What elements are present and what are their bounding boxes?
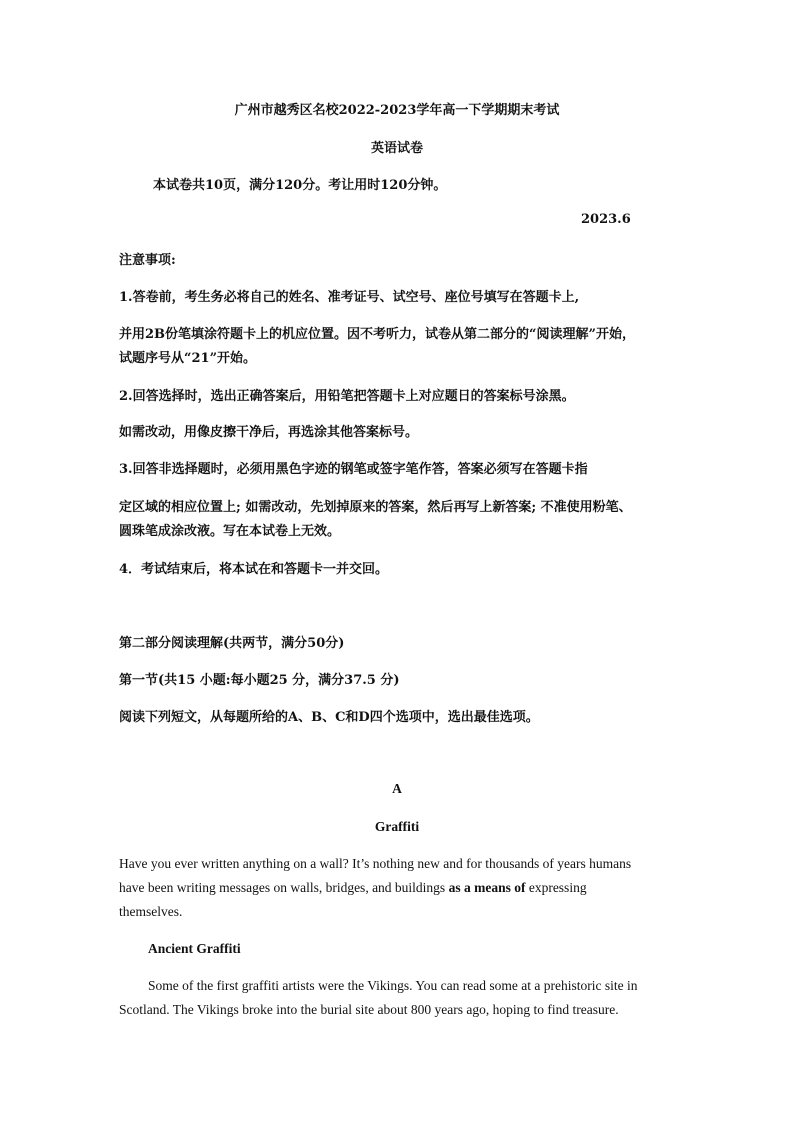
exam-date: 2023.6 [581,212,631,227]
notice-item-1-line-2: 并用2B份笔填涂符题卡上的机应位置。因不考听力，试卷从第二部分的“阅读理解”开始， [119,327,635,342]
notice-item-1-line-1: 1.答卷前，考生务必将自己的姓名、准考证号、试空号、座位号填写在答题卡上, [119,290,580,305]
passage-text: have been writing messages on walls, bridges, and buildings [119,880,449,895]
notice-item-3-line-1: 3.回答非选择题时，必须用黑色字迹的钢笔或签字笔作答，答案必须写在答题卡指 [119,462,588,477]
notice-item-3-line-3: 圆珠笔成涂改液。写在本试卷上无效。 [119,524,341,539]
section-subtitle: 第一节(共15 小题:每小题25 分，满分37.5 分) [119,673,400,688]
passage-subheading: Ancient Graffiti [148,941,241,956]
notice-heading: 注意事项: [119,253,176,268]
section-instruction: 阅读下列短文，从每题所给的A、B、C和D四个选项中，选出最佳选项。 [119,710,539,725]
notice-item-4: 4．考试结束后，将本试在和答题卡一并交回。 [119,562,389,577]
exam-subtitle: 英语试卷 [370,141,423,156]
passage-letter: A [392,781,402,796]
passage-p1-line-1: Have you ever written anything on a wall? It’s nothing new and for thousands of years humans [119,856,632,871]
notice-item-2-line-2: 如需改动，用像皮擦干净后，再选涂其他答案标号。 [119,425,419,440]
notice-item-1-line-3: 试题序号从“21”开始。 [119,351,257,366]
part-title: 第二部分阅读理解(共两节，满分50分) [119,636,345,651]
notice-item-2-line-1: 2.回答选择时，选出正确答案后，用铅笔把答题卡上对应题日的答案标号涂黑。 [119,389,575,404]
passage-p2-line-2: Scotland. The Vikings broke into the burial site about 800 years ago, hoping to find treasure. [119,1002,619,1017]
phrase-highlight: as a means of [448,880,526,895]
passage-p1-line-3: themselves. [119,904,183,919]
exam-title: 广州市越秀区名校2022-2023学年高一下学期期末考试 [234,103,560,118]
notice-item-3-line-2: 定区域的相应位置上; 如需改动，先划掉原来的答案，然后再写上新答案; 不准使用粉笔、 [119,500,632,515]
passage-title: Graffiti [374,819,420,834]
passage-p2-line-1: Some of the first graffiti artists were the Vikings. You can read some at a prehistoric site in [148,978,638,993]
passage-text: expressing [525,880,587,895]
passage-p1-line-2 [119,880,794,896]
exam-info: 本试卷共10页，满分120分。考让用时120分钟。 [153,178,447,193]
